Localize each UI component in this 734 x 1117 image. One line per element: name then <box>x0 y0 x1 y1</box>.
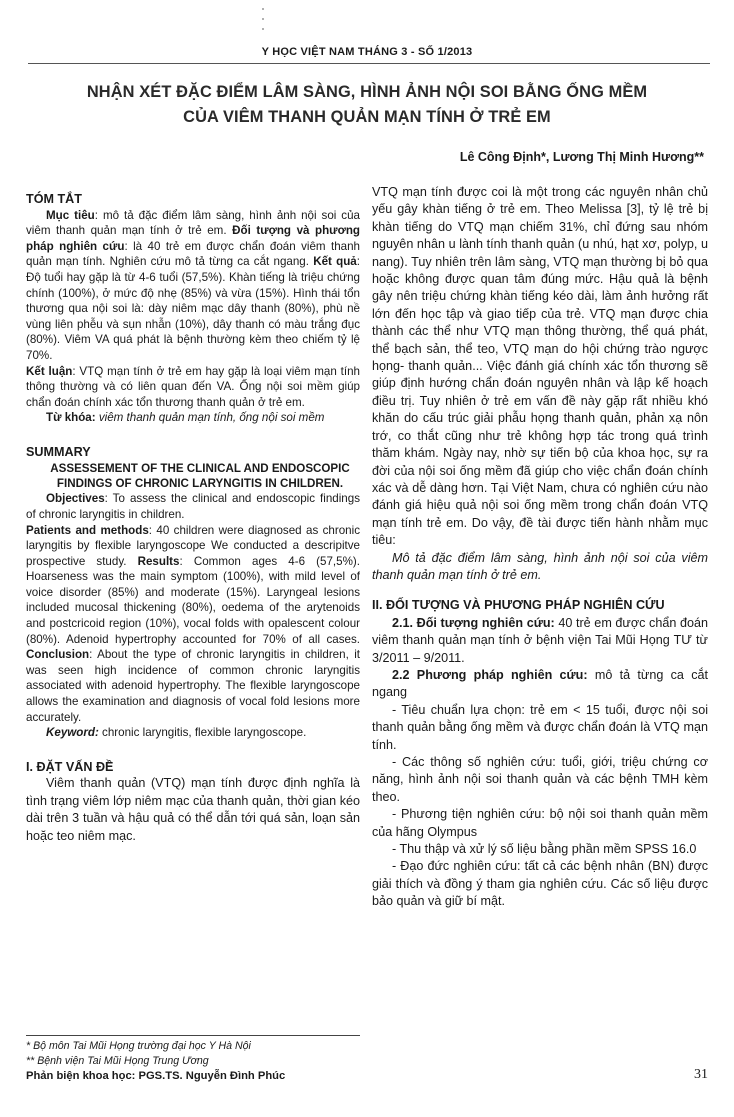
abstract-vi-keywords <box>26 410 360 426</box>
method-item: - Thu thập và xử lý số liệu bằng phần mềm SPSS 16.0 <box>392 842 697 857</box>
method-item: - Các thông số nghiên cứu: tuổi, giới, triệu chứng cơ năng, hình ảnh nội soi thanh quản và các bệnh TMH kèm theo. <box>372 755 708 804</box>
methods-label: Đối tượng và phương pháp nghiên cứu <box>26 224 360 253</box>
conclusion-en-label: Conclusion <box>26 648 90 662</box>
method-item: - Tiêu chuẩn lựa chọn: trẻ em < 15 tuổi, được nội soi thanh quản bằng ống mềm và được chẩn đoán là VTQ mạn tính. <box>372 702 708 752</box>
keyword-en-text: chronic laryngitis, flexible laryngoscope. <box>98 726 307 740</box>
intro-paragraph-2: VTQ mạn tính được coi là một trong các nguyên nhân chủ yếu gây khàn tiếng ở trẻ em. Theo Melissa [3], tỷ lệ trẻ bị khàn tiếng do VTQ mạn chiếm 31%, chỉ đứng sau nhóm nguyên nhân u lành tính thanh quản (u nhú, hạt xơ, polyp, u nang). Tuy nhiên trên lâm sàng, VTQ mạn thường bị bỏ qua hoặc không được quan tâm đúng mức. Hậu quả là bệnh gây nên triệu chứng khàn tiếng kéo dài, làm ảnh hưởng rất lớn đến học tập và giao tiếp của trẻ. VTQ mạn được chia thành các thể như VTQ mạn thông thường, thể quá phát, thể bạch sản, thể teo, VTQ mạn do hội chứng trào ngược họng- thanh quản... Việc đánh giá chính xác tổn thương sẽ giúp định hướng chẩn đoán nguyên nhân và lập kế hoạch điều trị. Tuy nhiên ở trẻ em vấn đề này gặp rất nhiều khó khăn do cấu trúc giải phẫu họng thanh quản, phản xạ nôn trớ, co thắt cũng như trẻ không hợp tác trong quá trình thăm khám. Ngày nay, nhờ sự tiến bộ của khoa học, sự ra đời của nội soi ống mềm đã giúp cho việc chẩn đoán chính xác và dễ dàng hơn. Tại Việt Nam, chưa có nghiên cứu nào đánh giá hiệu quả nội soi ống mềm trong chẩn đoán VTQ mạn tính trẻ em. Do vậy, đề tài được tiến hành nhằm mục tiêu: <box>372 185 708 548</box>
abstract-en-objectives <box>26 491 360 522</box>
results-en-text: : Common ages 4-6 (57,5%). Hoarseness was the main symptom (100%), with mild level of voice disorder (85%) and moderate (15%). Laryngeal lesions included mucosal thickening (80%), oedema of the arytenoids and postcricoid region (10%), vocal folds with opalescent colour (80%). Adenoid hypertrophy accounted for 70% of all cases. <box>26 554 360 646</box>
reviewer-note: Phản biện khoa học: PGS.TS. Nguyễn Đình Phúc <box>26 1070 286 1082</box>
spacer <box>26 741 360 754</box>
conclusion-text: : VTQ mạn tính ở trẻ em hay gặp là loại viêm mạn tính thông thường và có liên quan đến VA. Ống nội soi mềm giúp chẩn đoán chính xác tổn thương thanh quản ở trẻ em. <box>26 364 360 409</box>
section-2-2-label: 2.2 Phương pháp nghiên cứu: <box>392 667 588 682</box>
patients-text: : 40 children were diagnosed as chronic laryngitis by flexible laryngoscope We conducted a descripitve prospective study. <box>26 523 360 568</box>
authors: Lê Công Định*, Lương Thị Minh Hương** <box>459 150 704 164</box>
section-2-1 <box>372 615 708 667</box>
results-text: : Độ tuổi hay gặp là từ 4-6 tuổi (57,5%). Khàn tiếng là triệu chứng chính (100%), ở mức độ nhẹ (85%) và vừa (15%). Hình thái tổn thương qua nội soi là: dày niêm mạc dây thanh (80%), phù nề vùng liên phễu và sụn nhẫn (10%), dây thanh có màu trắng đục (80%). Viêm VA quá phát là bệnh thường kèm theo chiếm tỷ lệ 70%. <box>26 255 360 362</box>
objectives-label: Objectives <box>46 492 105 506</box>
section-2-1-text: 40 trẻ em được chẩn đoán viêm thanh quản mạn tính ở bệnh viện Tai Mũi Họng TƯ từ 3/2011 – 9/2011. <box>372 615 708 665</box>
objectives-text: : To assess the clinical and endoscopic findings of chronic laryngitis in children. <box>26 492 360 521</box>
abstract-vi-objective <box>26 208 360 364</box>
title-line-1: NHẬN XÉT ĐẶC ĐIỂM LÂM SÀNG, HÌNH ẢNH NỘI SOI BẰNG ỐNG MỀM <box>86 83 648 101</box>
title-line-2: CỦA VIÊM THANH QUẢN MẠN TÍNH Ở TRẺ EM <box>183 108 551 126</box>
conclusion-label: Kết luận <box>26 364 73 378</box>
footnote-2: ** Bệnh viện Tai Mũi Họng Trung Ương <box>26 1055 209 1067</box>
patients-label: Patients and methods <box>26 523 149 537</box>
results-label: Kết quả <box>313 255 357 269</box>
page-number: 31 <box>694 1067 708 1082</box>
section-2-2 <box>372 667 708 702</box>
abstract-vi-conclusion <box>26 364 360 411</box>
intro-heading: I. ĐẶT VẤN ĐỀ <box>26 759 114 774</box>
abstract-en-keyword <box>26 725 360 741</box>
scan-dot <box>262 18 264 20</box>
left-column <box>26 192 360 845</box>
conclusion-en-text: : About the type of chronic laryngitis in children, it was seen high incidence of common chronic laryngitis associated with adenoid hypertrophy. The flexible laryngoscope allows the examination and diagnosis of vocal fold lesions more accurately. <box>26 648 360 724</box>
method-item: - Phương tiện nghiên cứu: bộ nội soi thanh quản mềm của hãng Olympus <box>372 807 708 839</box>
methods-heading: II. ĐỐI TƯỢNG VÀ PHƯƠNG PHÁP NGHIÊN CỨU <box>372 598 665 613</box>
method-item: - Đạo đức nghiên cứu: tất cả các bệnh nhân (BN) được giải thích và đồng ý tham gia nghiên cứu. Các số liệu được bảo quản và giữ bí mật. <box>372 859 708 909</box>
abstract-en-title: ASSESSEMENT OF THE CLINICAL AND ENDOSCOPIC FINDINGS OF CHRONIC LARYNGITIS IN CHILDREN. <box>50 461 350 490</box>
scan-dot <box>262 8 264 10</box>
spacer <box>26 426 360 439</box>
running-head: Y HỌC VIỆT NAM THÁNG 3 - SỐ 1/2013 <box>261 46 473 58</box>
abstract-en-body <box>26 523 360 726</box>
methods-text: : là 40 trẻ em được chẩn đoán viêm thanh quản mạn tính. Nghiên cứu mô tả từng ca cắt ngang. <box>26 239 360 269</box>
intro-objective: Mô tả đặc điểm lâm sàng, hình ảnh nội soi của viêm thanh quản mạn tính ở trẻ em. <box>372 550 708 582</box>
spacer <box>372 584 708 597</box>
header-rule <box>28 63 710 64</box>
intro-paragraph-1: Viêm thanh quản (VTQ) mạn tính được định nghĩa là tình trạng viêm lớp niêm mạc của thanh quản, thời gian kéo dài trên 3 tuần và hậu quả có thể dẫn tới quá sản, loạn sản hoặc teo niêm mạc. <box>26 776 360 843</box>
abstract-en-heading: SUMMARY <box>26 444 91 459</box>
objective-label: Mục tiêu <box>46 208 95 222</box>
section-2-1-label: 2.1. Đối tượng nghiên cứu: <box>392 615 555 630</box>
section-2-2-text: mô tả từng ca cắt ngang <box>372 667 709 700</box>
keywords-label: Từ khóa: <box>46 411 96 425</box>
abstract-vi-heading: TÓM TẮT <box>26 192 82 206</box>
keywords-text: viêm thanh quản mạn tính, ống nội soi mềm <box>98 411 325 425</box>
article-title <box>20 80 714 130</box>
results-en-label: Results <box>137 554 180 568</box>
objective-text: : mô tả đặc điểm lâm sàng, hình ảnh nội soi của viêm thanh quản mạn tính ở trẻ em. <box>26 208 361 238</box>
footnote-1: * Bộ môn Tai Mũi Họng trường đại học Y Hà Nội <box>26 1040 251 1052</box>
keyword-en-label: Keyword: <box>46 726 99 740</box>
scan-dot <box>262 28 264 30</box>
right-column <box>372 184 708 911</box>
footnote-rule <box>26 1035 360 1036</box>
